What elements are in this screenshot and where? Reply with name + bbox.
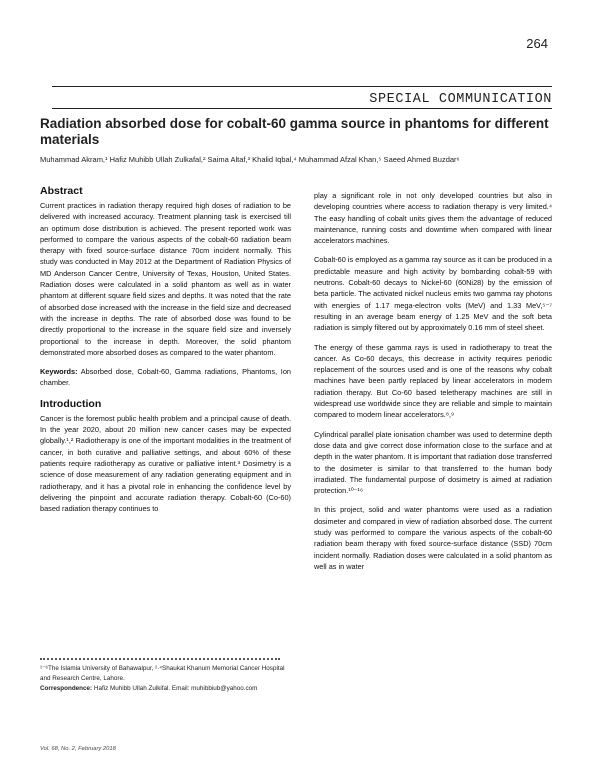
page-number: 264 (526, 36, 548, 51)
abstract-text: Current practices in radiation therapy required high doses of radiation to be delivered with increased accuracy. Treatment planning task is exercised till an optimum dose distribution is achieved. The present reported work was performed to compare the various aspects of the cobalt-60 radiation beam therapy with fixed source-surface distance 70cm incident normally. This study was conducted in May 2012 at the Department of Radiation Physics of MD Anderson Cancer Centre, University of Texas, Houston, United States. Radiation doses were calculated in a solid phantom as well as in water phantom at different square field sizes and depths. It was noted that the rate of absorbed dose increased with the increase in the field size and decreased with the increase in depths. The rate of absorbed dose was found to be directly proportional to the increase in the square field size and inversely proportional to the increase in depth. Moreover, the solid phantom demonstrated more absorbed doses as compared to the water phantom. (40, 201, 291, 357)
introduction-heading: Introduction (40, 397, 102, 410)
section-label: SPECIAL COMMUNICATION (369, 92, 552, 107)
body-paragraph: Cobalt-60 is employed as a gamma ray source as it can be produced in a predictable measure and high activity by bombarding cobalt-59 with neutrons. Cobalt-60 decays to Nickel-60 (60Ni28) by the emission of beta particle. The activated nickel nucleus emits two gamma ray photons with energies of 1.17 mega-electron volts (MeV) and 1.33 MeV,⁵⁻⁷ resulting in an average beam energy of 1.25 MeV and the soft beta radiation is simply filtered out by approximately 0.16 mm of steel sheet. (314, 255, 552, 333)
footnote (40, 664, 290, 694)
abstract-heading: Abstract (40, 185, 83, 197)
body-paragraph: The energy of these gamma rays is used in radiotherapy to treat the cancer. As Co-60 decays, this decrease in activity requires periodic replacement of the sources used and is one of the reasons why cobalt machines have been partly replaced by linear accelerators in modern radiation therapy. But Co-60 based teletherapy machines are still in widespread use worldwide since they are reliable and simple to maintain compared to modern linear accelerators.⁸,⁹ (314, 342, 552, 420)
left-column (40, 184, 291, 522)
introduction-text: Cancer is the foremost public health problem and a principal cause of death. In the year 2020, about 20 million new cancer cases may be expected globally.¹,² Radiotherapy is one of the important modalities in the treatment of cancer, in both curative and palliative settings, and about 60% of these patients require radiotherapy as curative or palliative intent.³ Dosimetry is a science of dose measurement of any radiation generating equipment and in radiotherapy, and it has a pivotal role in enhancing the confidence level by delivering the pinpoint and accurate radiation therapy. Cobalt-60 (Co-60) based radiation therapy continues to (40, 413, 291, 514)
correspondence-note (40, 684, 290, 694)
keywords-label: Keywords: (40, 367, 78, 377)
journal-info: Vol. 68, No. 2, February 2018 (40, 746, 116, 752)
body-paragraph: play a significant role in not only developed countries but also in developing countries where access to radiation therapy is very limited.⁴ The easy handling of cobalt units gives them the advantage of reduced maintenance, running costs and downtime when compared with linear accelerators machines. (314, 191, 552, 246)
correspondence-label: Correspondence: (40, 685, 93, 692)
footnote-separator (40, 658, 280, 660)
affiliation-note: ¹⁻⁶The Islamia University of Bahawalpur, ²·⁴Shaukat Khanum Memorial Cancer Hospital and Research Centre, Lahore. (40, 665, 285, 682)
author-list: Muhammad Akram,¹ Hafiz Muhibb Ullah Zulkafal,² Saima Altaf,³ Khalid Iqbal,⁴ Muhammad Afzal Khan,⁵ Saeed Ahmed Buzdar⁶ (40, 155, 460, 164)
body-paragraph: In this project, solid and water phantoms were used as a radiation dosimeter and compared in view of radiation absorbed dose. The current study was performed to compare the various aspects of the cobalt-60 radiation beam therapy with fixed source-surface distance (SSD) 70cm incident normally. Radiation doses were calculated in a solid phantom as well as in water (314, 505, 552, 571)
article-title: Radiation absorbed dose for cobalt-60 gamma source in phantoms for different materials (40, 116, 549, 147)
correspondence-text: Hafiz Muhibb Ullah Zulkifal. Email: muhibbiub@yahoo.com (92, 685, 258, 692)
header-rule-top (52, 86, 552, 87)
body-paragraph: Cylindrical parallel plate ionisation chamber was used to determine depth dose data and give correct dose information close to the surface and at depth in the water phantom. It is important that radiation dose transferred to the dosimeter is similar to that transferred to the human body irradiated. The fundamental purpose of dosimetry is aimed at radiation protection.¹⁰⁻¹⁶ (314, 429, 552, 496)
header-rule-bottom (52, 108, 552, 109)
right-column (314, 190, 552, 580)
keywords (40, 366, 291, 389)
keywords-text: Absorbed dose, Cobalt-60, Gamma radiations, Phantoms, Ion chamber. (40, 367, 291, 388)
